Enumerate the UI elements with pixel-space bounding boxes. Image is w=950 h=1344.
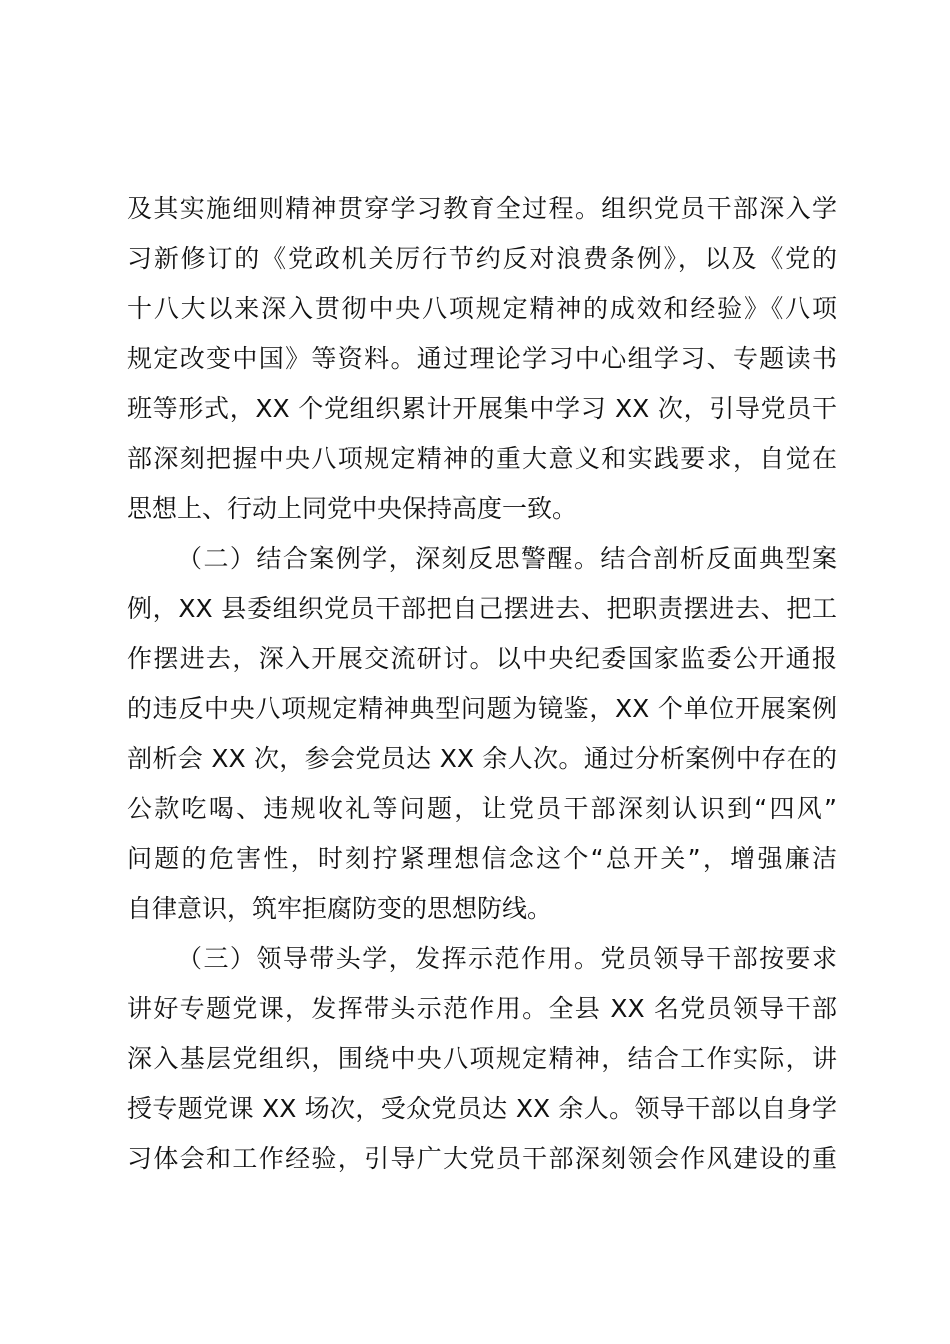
text-line: 剖析会 XX 次，参会党员达 XX 余人次。通过分析案例中存在的 xyxy=(127,744,837,773)
text-line: 思想上、行动上同党中央保持高度一致。 xyxy=(127,494,578,523)
text-line: 及其实施细则精神贯穿学习教育全过程。组织党员干部深入学 xyxy=(127,194,837,223)
text-line: 习新修订的《党政机关厉行节约反对浪费条例》，以及《党的 xyxy=(127,244,837,273)
section-heading-line: （三）领导带头学，发挥示范作用。党员领导干部按要求 xyxy=(177,944,837,973)
text-line: 深入基层党组织，围绕中央八项规定精神，结合工作实际，讲 xyxy=(127,1044,837,1073)
document-body xyxy=(127,184,837,1184)
text-line: 公款吃喝、违规收礼等问题，让党员干部深刻认识到“四风” xyxy=(127,794,837,823)
text-line: 授专题党课 XX 场次，受众党员达 XX 余人。领导干部以自身学 xyxy=(127,1094,837,1123)
text-line: 部深刻把握中央八项规定精神的重大意义和实践要求，自觉在 xyxy=(127,444,837,473)
text-line: 习体会和工作经验，引导广大党员干部深刻领会作风建设的重 xyxy=(127,1144,837,1173)
text-line: 自律意识，筑牢拒腐防变的思想防线。 xyxy=(127,894,553,923)
text-line: 十八大以来深入贯彻中央八项规定精神的成效和经验》《八项 xyxy=(127,294,837,323)
text-line: 作摆进去，深入开展交流研讨。以中央纪委国家监委公开通报 xyxy=(127,644,837,673)
text-line: 讲好专题党课，发挥带头示范作用。全县 XX 名党员领导干部 xyxy=(127,994,837,1023)
text-line: 例，XX 县委组织党员干部把自己摆进去、把职责摆进去、把工 xyxy=(127,594,837,623)
text-line: 规定改变中国》等资料。通过理论学习中心组学习、专题读书 xyxy=(127,344,837,373)
text-line: 问题的危害性，时刻拧紧理想信念这个“总开关”，增强廉洁 xyxy=(127,844,837,873)
section-heading-line: （二）结合案例学，深刻反思警醒。结合剖析反面典型案 xyxy=(177,544,837,573)
text-line: 的违反中央八项规定精神典型问题为镜鉴，XX 个单位开展案例 xyxy=(127,694,837,723)
text-line: 班等形式，XX 个党组织累计开展集中学习 XX 次，引导党员干 xyxy=(127,394,837,423)
